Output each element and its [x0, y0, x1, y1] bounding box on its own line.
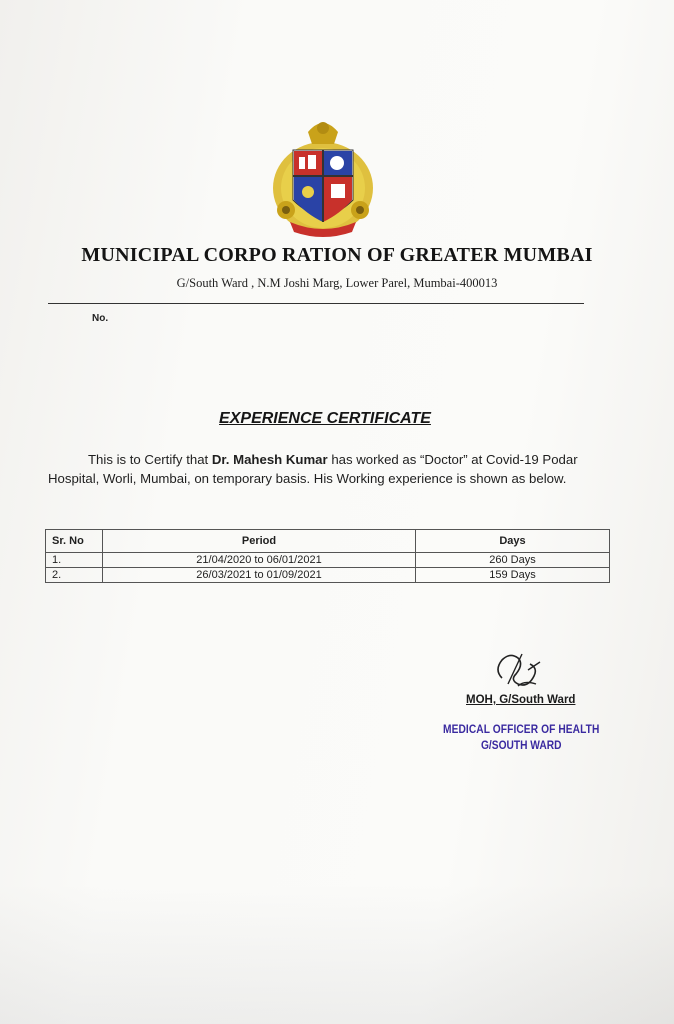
row-sr-no: 1. [46, 553, 103, 568]
signature-icon [488, 640, 548, 700]
stamp-line-1: MEDICAL OFFICER OF HEALTH [443, 722, 600, 736]
reference-number-label: No. [92, 313, 109, 324]
body-prefix: This is to Certify that [88, 452, 212, 467]
organization-name: MUNICIPAL CORPO RATION OF GREATER MUMBAI [81, 244, 593, 266]
header-period: Period [103, 530, 416, 553]
row-days: 260 Days [416, 553, 610, 568]
person-name: Dr. Mahesh Kumar [211, 452, 328, 467]
experience-table [45, 529, 610, 583]
table-row [46, 553, 610, 568]
body-suffix: has worked as “Doctor” at Covid-19 Podar Hospital, Worli, Mumbai, on temporary basis. His Working experience is shown as below. [48, 452, 578, 486]
row-days: 159 Days [416, 568, 610, 583]
certificate-body [48, 450, 608, 488]
header-divider [48, 303, 584, 304]
row-period: 21/04/2020 to 06/01/2021 [103, 553, 416, 568]
table-header-row [46, 530, 610, 553]
stamp-line-2: G/SOUTH WARD [481, 738, 562, 752]
mcgm-emblem-icon [268, 110, 378, 240]
row-period: 26/03/2021 to 01/09/2021 [103, 568, 416, 583]
header-sr-no: Sr. No [46, 530, 103, 553]
table-row [46, 568, 610, 583]
signatory-label: MOH, G/South Ward [466, 694, 576, 706]
row-sr-no: 2. [46, 568, 103, 583]
page-shadow [0, 884, 674, 1024]
certificate-title: EXPERIENCE CERTIFICATE [219, 410, 431, 427]
organization-address: G/South Ward , N.M Joshi Marg, Lower Parel, Mumbai-400013 [176, 276, 498, 290]
header-days: Days [416, 530, 610, 553]
